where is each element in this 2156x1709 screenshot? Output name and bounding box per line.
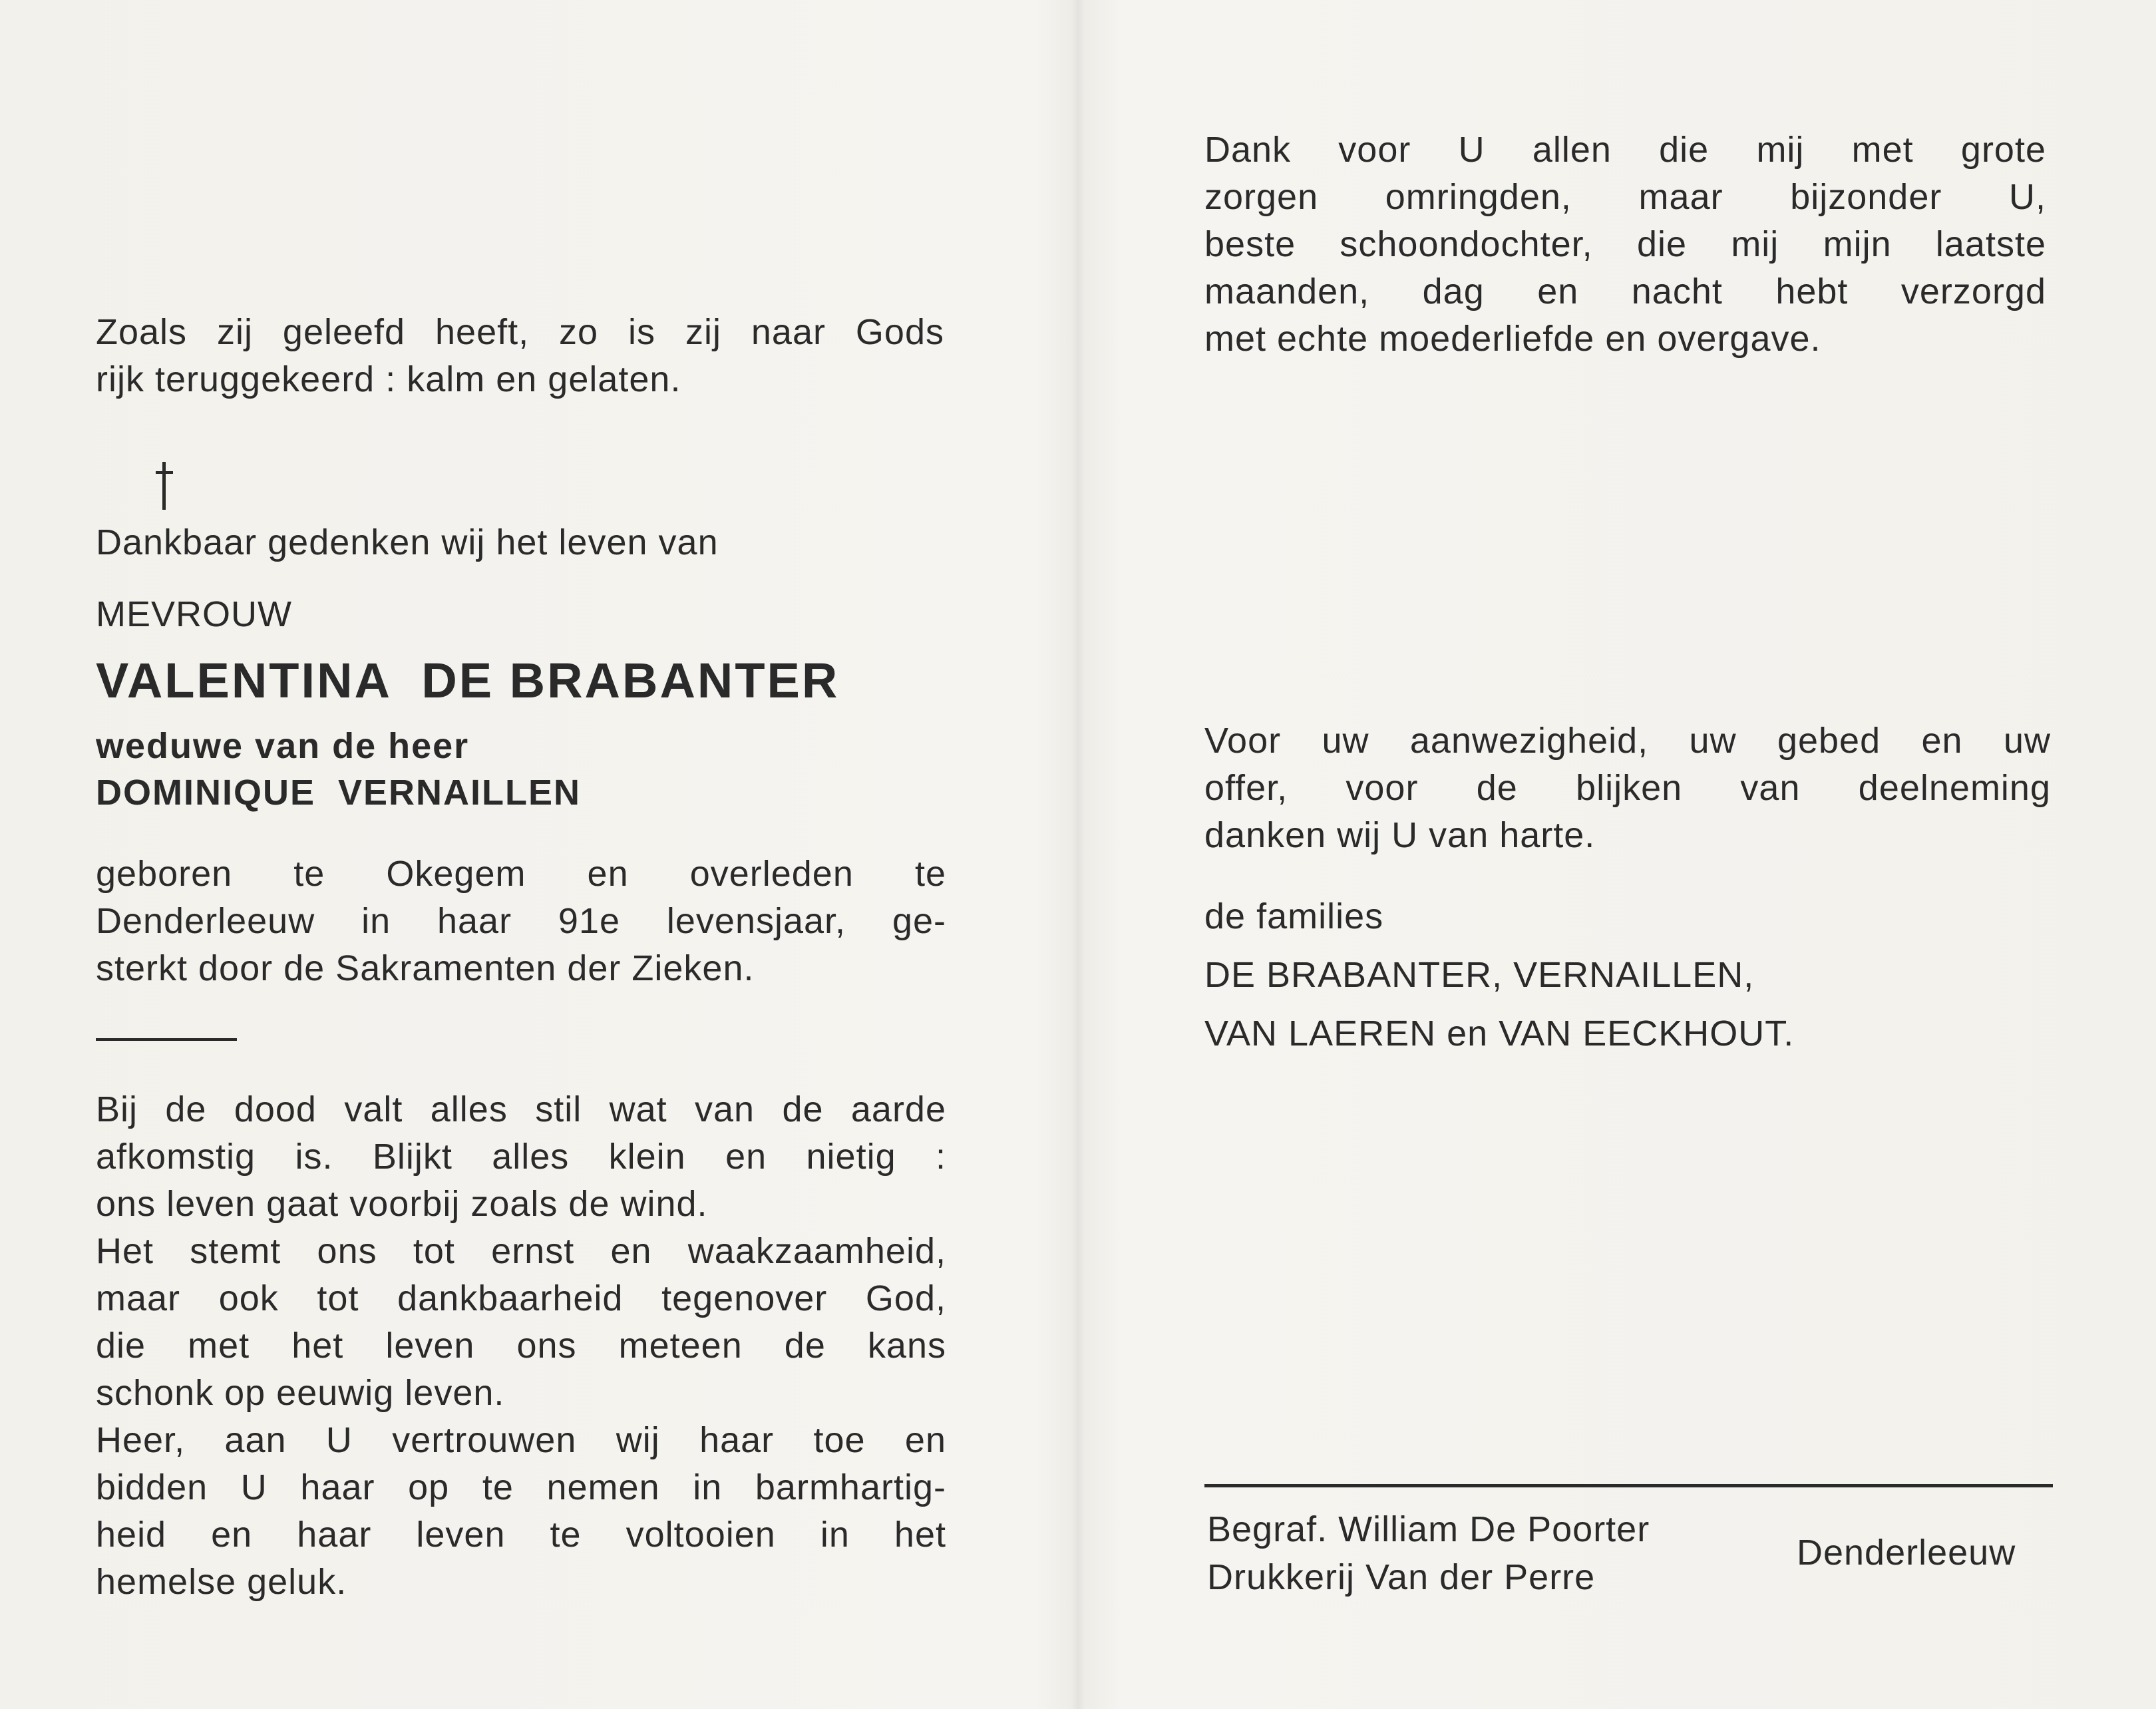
born-line-1: geboren te Okegem en overleden te [96, 854, 946, 894]
title-mevrouw: MEVROUW [96, 594, 292, 634]
families-line-2: VAN LAEREN en VAN EECKHOUT. [1204, 1014, 1795, 1053]
divider-long [1204, 1484, 2053, 1487]
reflection-line-2: afkomstig is. Blijkt alles klein en nietig : [96, 1137, 946, 1177]
reflection-line-7: schonk op eeuwig leven. [96, 1373, 505, 1413]
reflection-line-6: die met het leven ons meteen de kans [96, 1326, 946, 1366]
thanks-line-2: zorgen omringden, maar bijzonder U, [1204, 177, 2046, 217]
remember-line: Dankbaar gedenken wij het leven van [96, 522, 719, 562]
birth-death-text [96, 851, 946, 992]
reflection-line-4: Het stemt ons tot ernst en waakzaamheid, [96, 1231, 946, 1271]
thanks-line-5: met echte moederliefde en overgave. [1204, 319, 1821, 359]
printer-line: Drukkerij Van der Perre [1207, 1557, 1596, 1597]
reflection-line-11: hemelse geluk. [96, 1562, 347, 1602]
intro-quote [96, 309, 944, 403]
reflection-line-5: maar ook tot dankbaarheid tegenover God, [96, 1278, 946, 1318]
presence-line-3: danken wij U van harte. [1204, 815, 1596, 855]
intro-line-1: Zoals zij geleefd heeft, zo is zij naar Gods [96, 312, 944, 352]
thanks-line-4: maanden, dag en nacht hebt verzorgd [1204, 272, 2046, 311]
presence-text [1204, 717, 2051, 859]
reflection-line-3: ons leven gaat voorbij zoals de wind. [96, 1184, 708, 1224]
thanks-line-1: Dank voor U allen die mij met grote [1204, 130, 2046, 170]
deceased-name: VALENTINA DE BRABANTER [96, 653, 840, 708]
reflection-text [96, 1086, 946, 1606]
husband-name: DOMINIQUE VERNAILLEN [96, 773, 582, 813]
reflection-line-8: Heer, aan U vertrouwen wij haar toe en [96, 1420, 946, 1460]
presence-line-1: Voor uw aanwezigheid, uw gebed en uw [1204, 721, 2051, 761]
families-label: de families [1204, 896, 1384, 936]
born-line-2: Denderleeuw in haar 91e levensjaar, ge- [96, 901, 946, 941]
cross-icon [156, 458, 172, 510]
born-line-3: sterkt door de Sakramenten der Zieken. [96, 948, 755, 988]
intro-line-2: rijk teruggekeerd : kalm en gelaten. [96, 359, 681, 399]
thanks-line-3: beste schoondochter, die mij mijn laatste [1204, 224, 2046, 264]
divider-short [96, 1038, 237, 1041]
town-name: Denderleeuw [1797, 1533, 2016, 1573]
thanks-text [1204, 126, 2046, 363]
families-line-1: DE BRABANTER, VERNAILLEN, [1204, 955, 1755, 995]
widow-line: weduwe van de heer [96, 726, 470, 766]
center-fold [1071, 0, 1085, 1709]
reflection-line-10: heid en haar leven te voltooien in het [96, 1515, 946, 1555]
printer-credits [1207, 1505, 1650, 1601]
reflection-line-9: bidden U haar op te nemen in barmhartig- [96, 1467, 946, 1507]
presence-line-2: offer, voor de blijken van deelneming [1204, 768, 2051, 808]
reflection-line-1: Bij de dood valt alles stil wat van de aarde [96, 1089, 946, 1129]
undertaker-line: Begraf. William De Poorter [1207, 1509, 1650, 1549]
